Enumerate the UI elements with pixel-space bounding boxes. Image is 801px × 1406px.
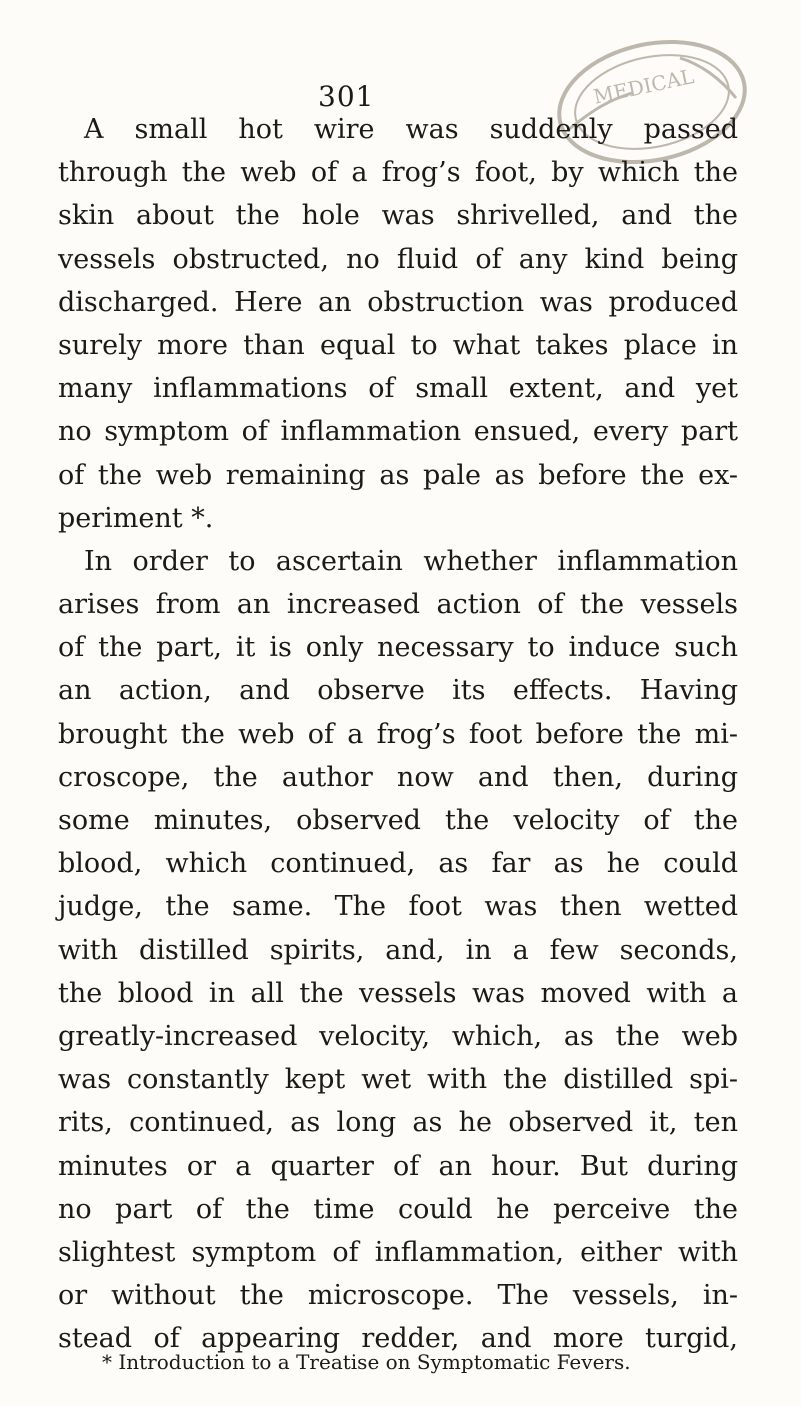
text-line-25: minutes or a quarter of an hour. But during	[58, 1150, 738, 1182]
text-line-15: brought the web of a frog’s foot before the mi-	[58, 718, 738, 750]
text-line-13: of the part, it is only necessary to induce such	[58, 632, 738, 664]
text-line-22: greatly-increased velocity, which, as the web	[58, 1020, 738, 1052]
footnote: * Introduction to a Treatise on Symptomatic Fevers.	[102, 1350, 631, 1374]
text-line-5: discharged. Here an obstruction was produced	[58, 286, 738, 318]
page-number: 301	[318, 80, 375, 113]
text-line-12: arises from an increased action of the vessels	[58, 589, 738, 621]
text-line-11: In order to ascertain whether inflammation	[84, 545, 738, 577]
stamp-text: MEDICAL	[591, 64, 697, 109]
text-line-28: or without the microscope. The vessels, in-	[58, 1280, 738, 1312]
text-line-23: was constantly kept wet with the distilled spi-	[58, 1064, 738, 1096]
text-line-3: skin about the hole was shrivelled, and the	[58, 200, 738, 232]
text-line-16: croscope, the author now and then, during	[58, 761, 738, 793]
text-line-21: the blood in all the vessels was moved with a	[58, 977, 738, 1009]
text-line-7: many inflammations of small extent, and yet	[58, 373, 738, 405]
text-line-4: vessels obstructed, no fluid of any kind being	[58, 243, 738, 275]
text-line-24: rits, continued, as long as he observed it, ten	[58, 1107, 738, 1139]
text-line-27: slightest symptom of inflammation, either with	[58, 1236, 738, 1268]
text-line-8: no symptom of inflammation ensued, every part	[58, 416, 738, 448]
text-line-10: periment *.	[58, 502, 214, 534]
text-line-6: surely more than equal to what takes place in	[58, 329, 738, 361]
text-line-17: some minutes, observed the velocity of the	[58, 805, 738, 836]
text-line-29: stead of appearing redder, and more turgid,	[58, 1323, 738, 1355]
text-line-20: with distilled spirits, and, in a few seconds,	[58, 934, 738, 966]
text-line-2: through the web of a frog’s foot, by which the	[58, 157, 738, 189]
text-line-26: no part of the time could he perceive the	[58, 1193, 738, 1225]
text-line-18: blood, which continued, as far as he could	[58, 848, 738, 880]
main-text	[58, 108, 738, 1360]
text-line-1: A small hot wire was suddenly passed	[84, 114, 738, 145]
text-line-14: an action, and observe its effects. Having	[58, 675, 738, 707]
text-line-9: of the web remaining as pale as before the ex-	[58, 459, 738, 491]
text-line-19: judge, the same. The foot was then wetted	[58, 891, 738, 923]
